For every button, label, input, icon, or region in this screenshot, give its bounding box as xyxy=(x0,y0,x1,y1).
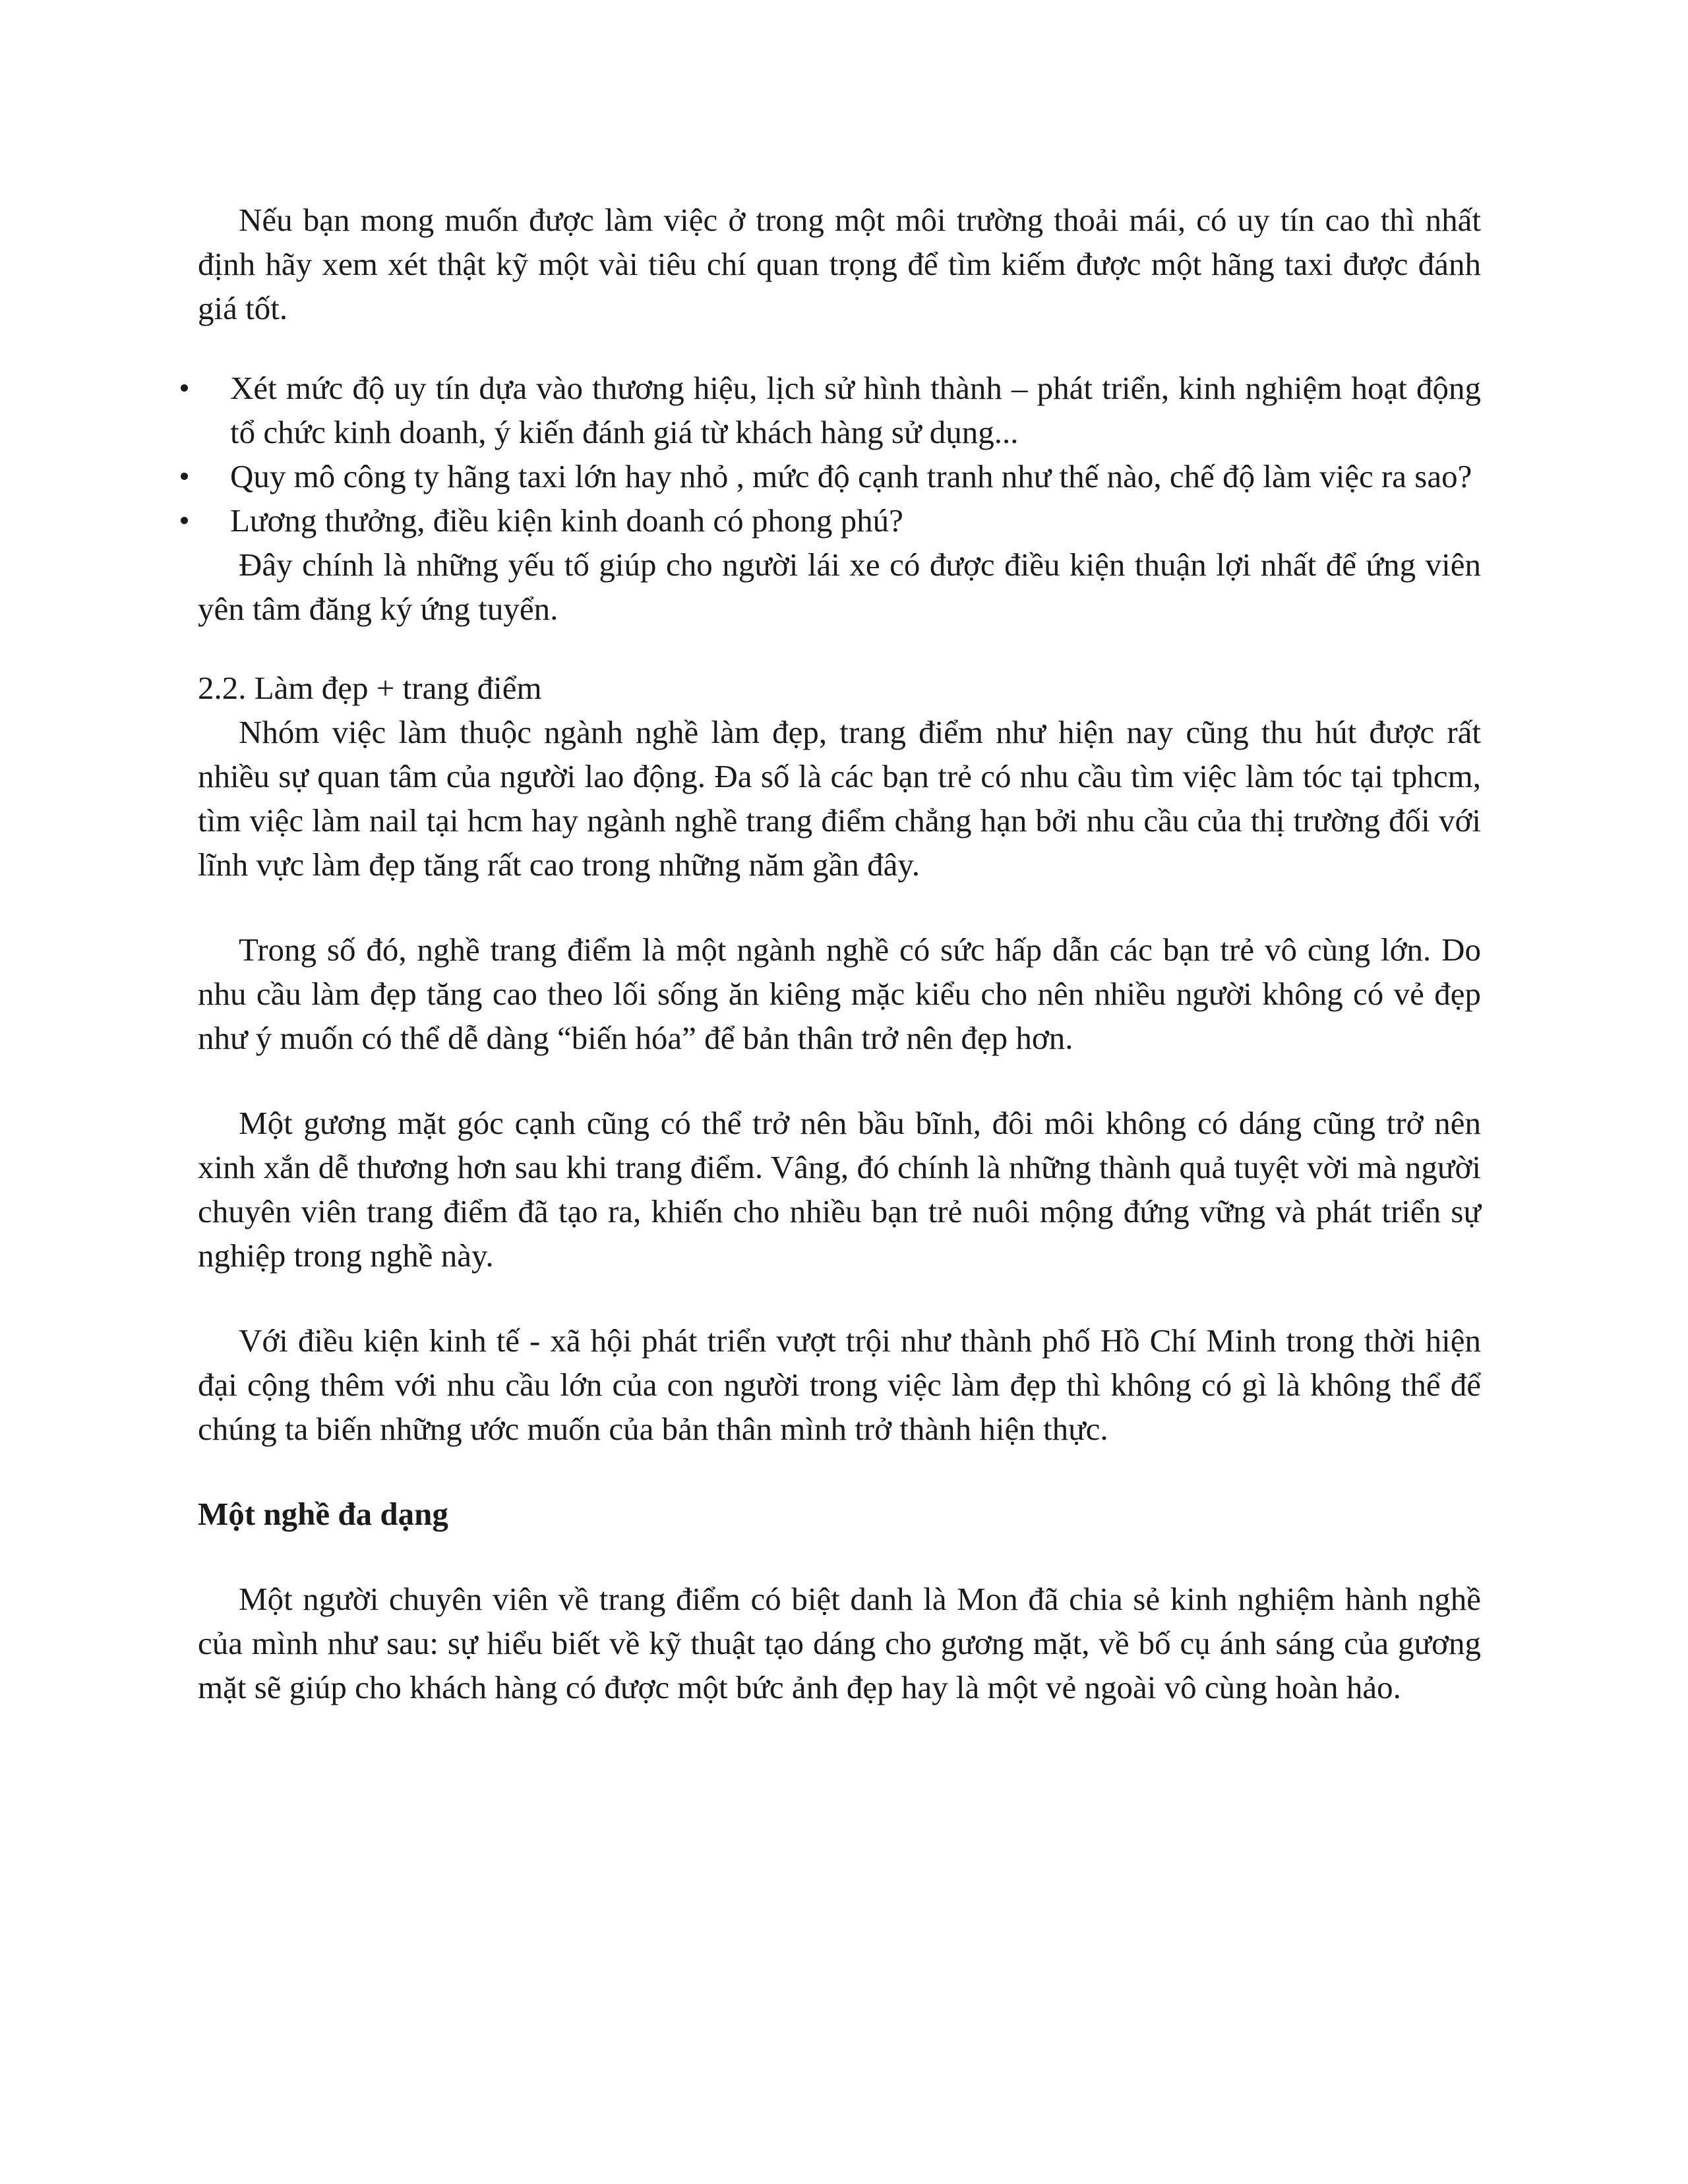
list-item xyxy=(198,454,1481,498)
list-item-text: Xét mức độ uy tín dựa vào thương hiệu, lịch sử hình thành – phát triển, kinh nghiệm hoạt động tổ chức kinh doanh, ý kiến đánh giá từ khách hàng sử dụng... xyxy=(230,370,1481,450)
document-page xyxy=(198,198,1481,1709)
beauty-paragraph-4: Với điều kiện kinh tế - xã hội phát triển vượt trội như thành phố Hồ Chí Minh trong thời hiện đại cộng thêm với nhu cầu lớn của con người trong việc làm đẹp thì không có gì là không thể để chúng ta biến những ước muốn của bản thân mình trở thành hiện thực. xyxy=(198,1322,1481,1447)
summary-paragraph: Đây chính là những yếu tố giúp cho người lái xe có được điều kiện thuận lợi nhất để ứng viên yên tâm đăng ký ứng tuyển. xyxy=(198,546,1481,627)
section-title: 2.2. Làm đẹp + trang điểm xyxy=(198,670,542,706)
bullet-icon xyxy=(181,384,188,392)
beauty-paragraph-1: Nhóm việc làm thuộc ngành nghề làm đẹp, trang điểm như hiện nay cũng thu hút được rất nhiều sự quan tâm của người lao động. Đa số là các bạn trẻ có nhu cầu tìm việc làm tóc tại tphcm, tìm việc làm nail tại hcm hay ngành nghề trang điểm chẳng hạn bởi nhu cầu của thị trường đối với lĩnh vực làm đẹp tăng rất cao trong những năm gần đây. xyxy=(198,714,1481,883)
bullet-icon xyxy=(181,517,188,524)
list-item-text: Quy mô công ty hãng taxi lớn hay nhỏ , mức độ cạnh tranh như thế nào, chế độ làm việc ra sao? xyxy=(230,458,1472,494)
list-item xyxy=(198,366,1481,454)
list-item-text: Lương thưởng, điều kiện kinh doanh có phong phú? xyxy=(230,502,903,539)
beauty-paragraph-3: Một gương mặt góc cạnh cũng có thể trở nên bầu bĩnh, đôi môi không có dáng cũng trở nên xinh xắn dễ thương hơn sau khi trang điểm. Vâng, đó chính là những thành quả tuyệt vời mà người chuyên viên trang điểm đã tạo ra, khiến cho nhiều bạn trẻ nuôi mộng đứng vững và phát triển sự nghiệp trong nghề này. xyxy=(198,1105,1481,1274)
bullet-icon xyxy=(181,473,188,480)
list-item xyxy=(198,498,1481,543)
subheading: Một nghề đa dạng xyxy=(198,1496,448,1532)
criteria-list xyxy=(198,366,1481,543)
closing-paragraph: Một người chuyên viên về trang điểm có biệt danh là Mon đã chia sẻ kinh nghiệm hành nghề của mình như sau: sự hiểu biết về kỹ thuật tạo dáng cho gương mặt, về bố cụ ánh sáng của gương mặt sẽ giúp cho khách hàng có được một bức ảnh đẹp hay là một vẻ ngoài vô cùng hoàn hảo. xyxy=(198,1581,1481,1705)
intro-paragraph: Nếu bạn mong muốn được làm việc ở trong một môi trường thoải mái, có uy tín cao thì nhất định hãy xem xét thật kỹ một vài tiêu chí quan trọng để tìm kiếm được một hãng taxi được đánh giá tốt. xyxy=(198,202,1481,326)
beauty-paragraph-2: Trong số đó, nghề trang điểm là một ngành nghề có sức hấp dẫn các bạn trẻ vô cùng lớn. Do nhu cầu làm đẹp tăng cao theo lối sống ăn kiêng mặc kiểu cho nên nhiều người không có vẻ đẹp như ý muốn có thể dễ dàng “biến hóa” để bản thân trở nên đẹp hơn. xyxy=(198,931,1481,1056)
